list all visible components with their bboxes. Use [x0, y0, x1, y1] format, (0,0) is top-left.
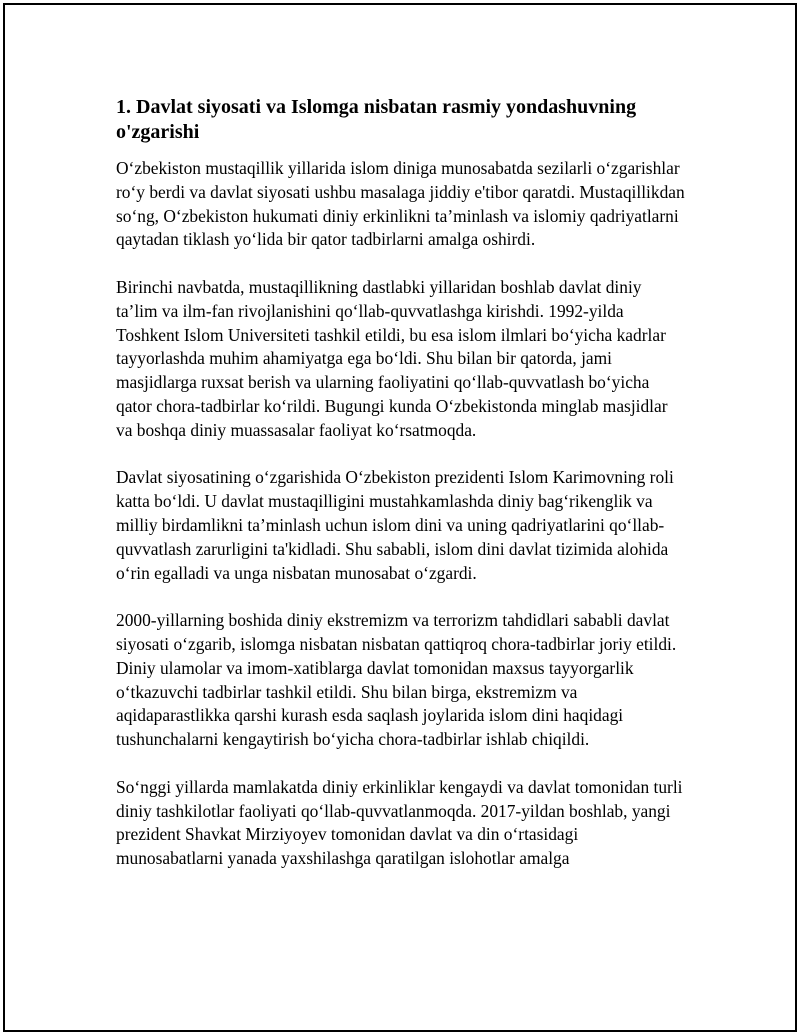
section-heading: 1. Davlat siyosati va Islomga nisbatan rasmiy yondashuvning o'zgarishi — [116, 96, 637, 143]
document-body — [116, 95, 686, 895]
paragraph-4: 2000-yillarning boshida diniy ekstremizm va terrorizm tahdidlari sababli davlat siyosati o‘zgarib, islomga nisbatan nisbatan qattiqroq chora-tadbirlar joriy etildi. Diniy ulamolar va imom-xatiblarga davlat tomonidan maxsus tayyorgarlik o‘tkazuvchi tadbirlar tashkil etildi. Shu bilan birga, ekstremizm va aqidaparastlikka qarshi kurash esda saqlash joylarida islom dini haqidagi tushunchalarni kengaytirish bo‘yicha chora-tadbirlar ishlab chiqildi. — [116, 610, 677, 750]
paragraph-2: Birinchi navbatda, mustaqillikning dastlabki yillaridan boshlab davlat diniy ta’lim va ilm-fan rivojlanishini qo‘llab-quvvatlashga kirishdi. 1992-yilda Toshkent Islom Universiteti tashkil etildi, bu esa islom ilmlari bo‘yicha kadrlar tayyorlashda muhim ahamiyatga ega bo‘ldi. Shu bilan bir qatorda, jami masjidlarga ruxsat berish va ularning faoliyatini qo‘llab-quvvatlash bo‘yicha qator chora-tadbirlar ko‘rildi. Bugungi kunda O‘zbekistonda minglab masjidlar va boshqa diniy muassasalar faoliyat ko‘rsatmoqda. — [116, 276, 668, 440]
paragraph-5: So‘nggi yillarda mamlakatda diniy erkinliklar kengaydi va davlat tomonidan turli diniy tashkilotlar faoliyati qo‘llab-quvvatlanmoqda. 2017-yildan boshlab, yangi prezident Shavkat Mirziyoyev tomonidan davlat va din o‘rtasidagi munosabatlarni yanada yaxshilashga qaratilgan islohotlar amalga — [116, 776, 683, 869]
paragraph-3: Davlat siyosatining o‘zgarishida O‘zbekiston prezidenti Islom Karimovning roli katta bo‘ldi. U davlat mustaqilligini mustahkamlashda diniy bag‘rikenglik va milliy birdamlikni ta’minlash uchun islom dini va uning qadriyatlarini qo‘llab-quvvatlash zarurligini ta'kidladi. Shu sababli, islom dini davlat tizimida alohida o‘rin egalladi va unga nisbatan munosabat o‘zgardi. — [116, 467, 674, 583]
paragraph-1: O‘zbekiston mustaqillik yillarida islom diniga munosabatda sezilarli o‘zgarishlar ro‘y berdi va davlat siyosati ushbu masalaga jiddiy e'tibor qaratdi. Mustaqillikdan so‘ng, O‘zbekiston hukumati diniy erkinlikni ta’minlash va islomiy qadriyatlarni qaytadan tiklash yo‘lida bir qator tadbirlarni amalga oshirdi. — [116, 158, 685, 250]
